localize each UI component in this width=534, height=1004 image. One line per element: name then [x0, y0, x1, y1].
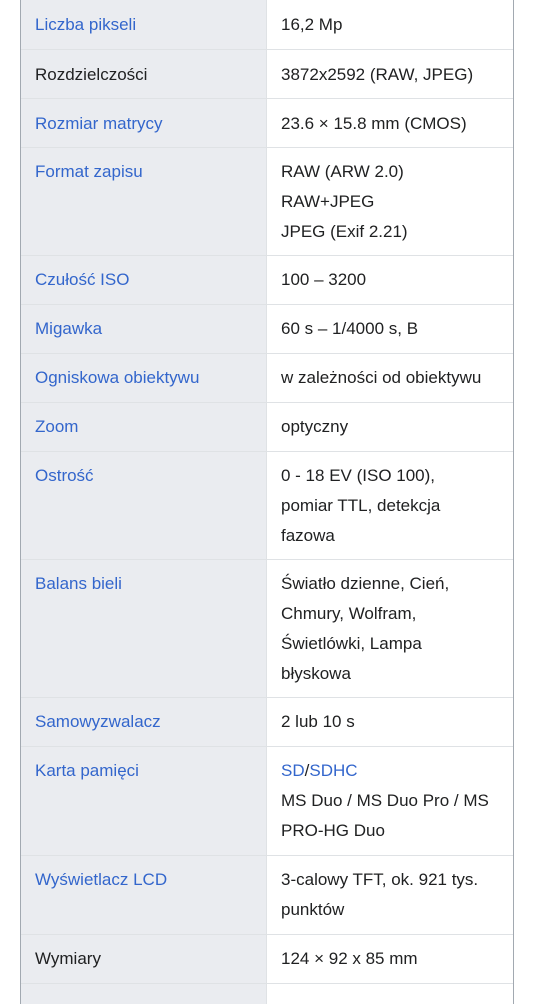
row-label-link[interactable]: Czułość ISO	[21, 256, 267, 304]
row-value: 100 – 3200	[267, 256, 513, 304]
link-separator: /	[304, 761, 310, 780]
table-row	[21, 99, 513, 148]
table-row	[21, 354, 513, 403]
row-value: 124 × 92 x 85 mm	[267, 935, 513, 983]
table-row	[21, 148, 513, 256]
table-row	[21, 698, 513, 747]
sd-link[interactable]: SD	[281, 761, 305, 780]
row-label-link[interactable]: Balans bieli	[21, 560, 267, 697]
table-row	[21, 935, 513, 984]
table-row	[21, 856, 513, 935]
row-value: 3-calowy TFT, ok. 921 tys. punktów	[267, 856, 513, 934]
table-row-partial	[21, 984, 513, 1004]
row-value	[267, 984, 513, 1004]
row-label-link[interactable]: Samowyzwalacz	[21, 698, 267, 746]
table-row	[21, 305, 513, 354]
table-row	[21, 560, 513, 698]
row-label-link[interactable]: Format zapisu	[21, 148, 267, 255]
row-value: SD/SDHC MS Duo / MS Duo Pro / MS PRO-HG Duo	[267, 747, 513, 855]
table-row	[21, 0, 513, 50]
row-label-link[interactable]: Ogniskowa obiektywu	[21, 354, 267, 402]
table-row	[21, 50, 513, 99]
row-label-link[interactable]: Liczba pikseli	[21, 0, 267, 49]
table-row	[21, 747, 513, 856]
row-value: 2 lub 10 s	[267, 698, 513, 746]
row-value: 0 - 18 EV (ISO 100), pomiar TTL, detekcja fazowa	[267, 452, 513, 559]
row-label: Rozdzielczości	[21, 50, 267, 98]
row-value: RAW (ARW 2.0) RAW+JPEG JPEG (Exif 2.21)	[267, 148, 513, 255]
row-value: 23.6 × 15.8 mm (CMOS)	[267, 99, 513, 147]
row-label-link[interactable]: Migawka	[21, 305, 267, 353]
row-label-link[interactable]: Ostrość	[21, 452, 267, 559]
row-value: 3872x2592 (RAW, JPEG)	[267, 50, 513, 98]
row-label-link[interactable]: Rozmiar matrycy	[21, 99, 267, 147]
row-value: 60 s – 1/4000 s, B	[267, 305, 513, 353]
row-label-link[interactable]: Karta pamięci	[21, 747, 267, 855]
sdhc-link[interactable]: SDHC	[309, 761, 358, 780]
row-label: Wymiary	[21, 935, 267, 983]
row-label-link[interactable]: Zoom	[21, 403, 267, 451]
row-value: Światło dzienne, Cień, Chmury, Wolfram, Świetlówki, Lampa błyskowa	[267, 560, 513, 697]
row-label-link[interactable]: Wyświetlacz LCD	[21, 856, 267, 934]
row-value: w zależności od obiektywu	[267, 354, 513, 402]
row-label	[21, 984, 267, 1004]
row-value: optyczny	[267, 403, 513, 451]
table-row	[21, 452, 513, 560]
table-row	[21, 256, 513, 305]
table-row	[21, 403, 513, 452]
specs-table	[20, 0, 514, 1004]
row-value: 16,2 Mp	[267, 0, 513, 49]
